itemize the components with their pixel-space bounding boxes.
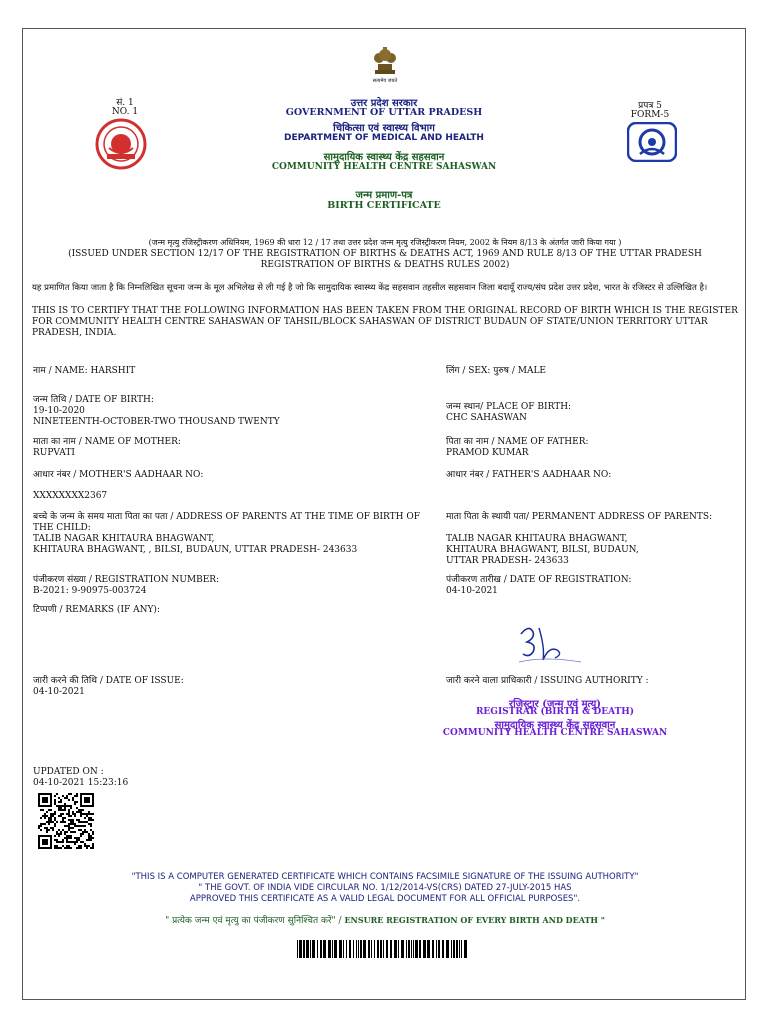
remarks-label: टिप्पणी / REMARKS (IF ANY): xyxy=(33,605,160,615)
certificate-title-english: BIRTH CERTIFICATE xyxy=(327,200,441,211)
registration-date-value: 04-10-2021 xyxy=(446,586,498,596)
father-name-label: पिता का नाम / NAME OF FATHER: xyxy=(446,437,589,447)
circular-note: " THE GOVT. OF INDIA VIDE CIRCULAR NO. 1/12/2014-VS(CRS) DATED 27-JULY-2015 HAS xyxy=(198,883,572,893)
registrar-hindi: रजिस्ट्रार (जन्म एवं मृत्यु) xyxy=(509,699,601,710)
authority-chc-english: COMMUNITY HEALTH CENTRE SAHASWAN xyxy=(442,728,668,738)
mother-aadhaar-value: XXXXXXXX2367 xyxy=(33,491,108,501)
barcode-icon xyxy=(297,940,471,958)
dob-label: जन्म तिथि / DATE OF BIRTH: xyxy=(33,395,154,405)
sex: लिंग / SEX: पुरुष / MALE xyxy=(446,366,547,376)
date-of-issue-label: जारी करने की तिथि / DATE OF ISSUE: xyxy=(33,676,184,686)
certify-hindi: यह प्रमाणित किया जाता है कि निम्नलिखित सूचना जन्म के मूल अभिलेख से ली गई है जो कि सामुदायिक स्वास्थ्य केंद्र सहसवान तहसील सहसवान जिला बदायूँ राज्य/संघ प्रदेश उत्तर प्रदेश, भारत के रजिस्टर से उल्लिखित है। xyxy=(32,283,708,293)
form-english: FORM-5 xyxy=(630,110,670,120)
mother-name-label: माता का नाम / NAME OF MOTHER: xyxy=(33,437,181,447)
issued-under-hindi: (जन्म मृत्यु रजिस्ट्रीकरण अधिनियम, 1969 की धारा 12 / 17 तथा उत्तर प्रदेश जन्म मृत्यु रजिस्ट्रीकरण नियम, 2002 के नियम 8/13 के अंतर्गत जारी किया गया ) xyxy=(148,238,622,247)
chc-hindi: सामुदायिक स्वास्थ्य केंद्र सहसवान xyxy=(323,152,445,163)
issued-under-english: (ISSUED UNDER SECTION 12/17 OF THE REGISTRATION OF BIRTHS & DEATHS ACT, 1969 AND RULE 8/13 OF THE UTTAR PRADESH REGISTRATION OF BIRTHS & DEATHS RULES 2002) xyxy=(68,249,702,270)
mother-name-value: RUPVATI xyxy=(33,448,75,458)
chc-english: COMMUNITY HEALTH CENTRE SAHASWAN xyxy=(271,162,497,172)
signature-icon xyxy=(515,620,585,668)
emblem-caption: सत्यमेव जयते xyxy=(372,78,398,84)
updated-on-label: UPDATED ON : xyxy=(33,767,104,777)
gov-english: GOVERNMENT OF UTTAR PRADESH xyxy=(285,107,483,118)
child-name: नाम / NAME: HARSHIT xyxy=(33,366,136,376)
updated-on-value: 04-10-2021 15:23:16 xyxy=(33,778,129,788)
certificate-title-hindi: जन्म प्रमाण-पत्र xyxy=(355,190,413,201)
registration-date-label: पंजीकरण तारीख / DATE OF REGISTRATION: xyxy=(446,575,632,585)
approval-note: APPROVED THIS CERTIFICATE AS A VALID LEGAL DOCUMENT FOR ALL OFFICIAL PURPOSES". xyxy=(189,894,581,904)
dob-words: NINETEENTH-OCTOBER-TWO THOUSAND TWENTY xyxy=(33,417,280,427)
ensure-registration-line xyxy=(32,913,738,926)
state-emblem-icon xyxy=(370,44,400,80)
mother-aadhaar-label: आधार नंबर / MOTHER'S AADHAAR NO: xyxy=(33,470,204,480)
qr-code-icon xyxy=(38,793,94,849)
permanent-address-value: TALIB NAGAR KHITAURA BHAGWANT, KHITAURA BHAGWANT, BILSI, BUDAUN, UTTAR PRADESH- 243633 xyxy=(446,534,639,566)
up-government-seal-icon xyxy=(95,118,147,170)
father-name-value: PRAMOD KUMAR xyxy=(446,448,529,458)
ensure-registration-english: ENSURE REGISTRATION OF EVERY BIRTH AND DEATH " xyxy=(344,915,605,925)
father-aadhaar-label: आधार नंबर / FATHER'S AADHAAR NO: xyxy=(446,470,612,480)
address-at-birth-value: TALIB NAGAR KHITAURA BHAGWANT, KHITAURA BHAGWANT, , BILSI, BUDAUN, UTTAR PRADESH- 243633 xyxy=(33,534,358,555)
authority-chc-hindi: सामुदायिक स्वास्थ्य केंद्र सहसवान xyxy=(494,720,616,731)
crs-logo-icon xyxy=(627,122,677,162)
address-at-birth-label: बच्चे के जन्म के समय माता पिता का पता / ADDRESS OF PARENTS AT THE TIME OF BIRTH OF THE CHILD: xyxy=(33,512,420,533)
issuing-authority-label: जारी करने वाला प्राधिकारी / ISSUING AUTHORITY : xyxy=(446,676,649,686)
dept-hindi: चिकित्सा एवं स्वास्थ्य विभाग xyxy=(333,123,435,134)
dept-english: DEPARTMENT OF MEDICAL AND HEALTH xyxy=(284,133,484,143)
registration-number-value: B-2021: 9-90975-003724 xyxy=(33,586,147,596)
permanent-address-label: माता पिता के स्थायी पता/ PERMANENT ADDRESS OF PARENTS: xyxy=(446,512,713,522)
form-hindi: प्रपत्र 5 xyxy=(638,101,662,111)
certify-english: THIS IS TO CERTIFY THAT THE FOLLOWING INFORMATION HAS BEEN TAKEN FROM THE ORIGINAL RECORD OF BIRTH WHICH IS THE REGISTER FOR COMMUNITY HEALTH CENTRE SAHASWAN OF TAHSIL/BLOCK SAHASWAN OF DISTRICT BUDAUN OF STATE/UNION TERRITORY UTTAR PRADESH, INDIA. xyxy=(32,306,738,338)
place-of-birth-value: CHC SAHASWAN xyxy=(446,413,527,423)
registration-number-label: पंजीकरण संख्या / REGISTRATION NUMBER: xyxy=(33,575,220,585)
dob-value: 19-10-2020 xyxy=(33,406,85,416)
number-english: NO. 1 xyxy=(111,107,139,117)
computer-generated-note: "THIS IS A COMPUTER GENERATED CERTIFICATE WHICH CONTAINS FACSIMILE SIGNATURE OF THE ISSUING AUTHORITY" xyxy=(131,872,639,882)
number-hindi: सं. 1 xyxy=(116,98,134,108)
ensure-registration-hindi: " प्रत्येक जन्म एवं मृत्यु का पंजीकरण सुनिश्चित करें" / xyxy=(165,916,342,926)
gov-hindi: उत्तर प्रदेश सरकार xyxy=(350,98,418,109)
date-of-issue-value: 04-10-2021 xyxy=(33,687,85,697)
place-of-birth-label: जन्म स्थान/ PLACE OF BIRTH: xyxy=(446,402,572,412)
registrar-english: REGISTRAR (BIRTH & DEATH) xyxy=(475,707,635,717)
